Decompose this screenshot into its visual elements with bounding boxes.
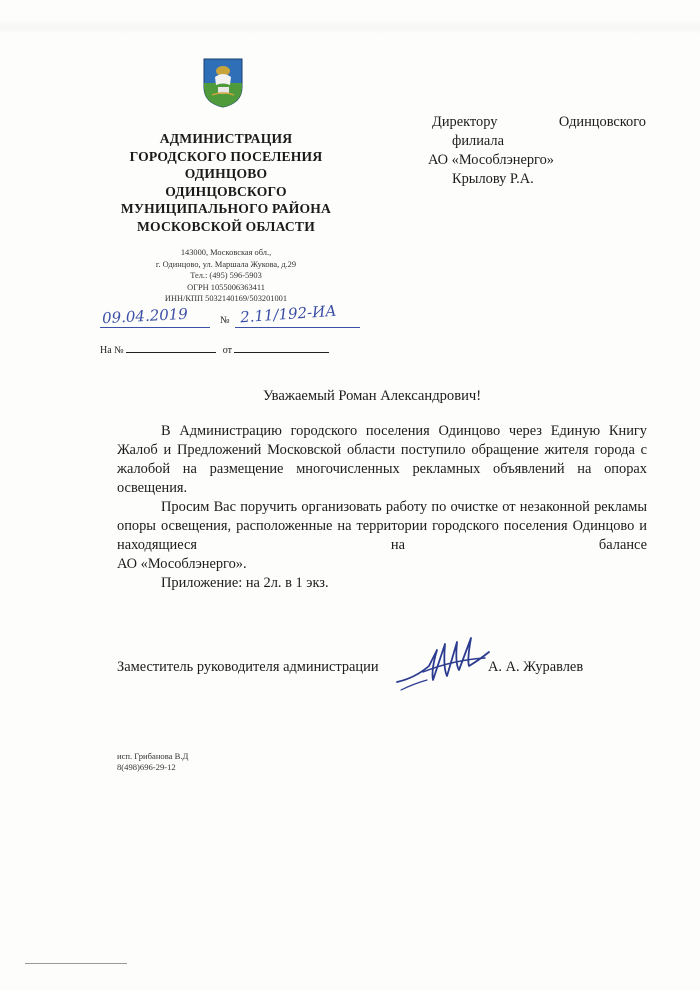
address-line: ИНН/КПП 5032140169/503201001 (164, 294, 288, 304)
signer-title: Заместитель руководителя администрации (117, 659, 379, 675)
handwritten-signature (393, 630, 498, 698)
reg-number: 2.11/192-ИА (239, 301, 338, 327)
paragraph-complaint: В Администрацию городского поселения Одинцово через Единую Книгу Жалоб и Предложений Московской области поступило обращение жителя города с жалобой на размещение многочисленных рекламных объявлений на опорах освещения. (117, 423, 647, 496)
executor-phone: 8(498)696-29-12 (117, 762, 176, 772)
addressee-line (432, 113, 646, 132)
executor-info (117, 751, 188, 773)
addressee-word: Одинцовского (558, 114, 646, 130)
address-line: ОГРН 1055006363411 (187, 282, 265, 292)
paragraph-request-end: АО «Мособлэнерго». (117, 556, 247, 572)
addressee-line: Крылову Р.А. (452, 171, 534, 187)
reg-date: 09.04.2019 (101, 304, 189, 328)
addressee-line: филиала (452, 133, 504, 149)
org-line: МУНИЦИПАЛЬНОГО РАЙОНА (120, 201, 332, 216)
organization-name (96, 130, 356, 235)
addressee (428, 113, 652, 189)
address-line: Тел.: (495) 596-5903 (190, 271, 262, 281)
scan-shade (0, 20, 700, 34)
org-line: ОДИНЦОВО (184, 166, 268, 181)
letter-body (117, 422, 647, 593)
address-line: 143000, Московская обл., (180, 248, 272, 257)
org-line: ОДИНЦОВСКОГО (165, 183, 287, 199)
signer-name: А. А. Журавлев (488, 659, 584, 675)
reg-number-underline (235, 327, 360, 328)
reg-date-underline (100, 327, 210, 328)
org-line: ГОРОДСКОГО ПОСЕЛЕНИЯ (129, 148, 323, 164)
organization-address (96, 247, 356, 305)
coat-of-arms-icon (202, 57, 244, 109)
salutation: Уважаемый Роман Александрович! (263, 388, 482, 404)
reg-no-sign: № (220, 315, 230, 326)
footer-divider (25, 963, 127, 964)
na-label: На № (100, 345, 124, 356)
org-line: МОСКОВСКОЙ ОБЛАСТИ (137, 218, 315, 234)
executor-name: исп. Грибанова В.Д (117, 751, 189, 761)
ot-label: от (222, 345, 232, 356)
address-line: г. Одинцово, ул. Маршала Жукова, д.29 (155, 259, 297, 269)
org-line: АДМИНИСТРАЦИЯ (159, 131, 293, 146)
attachment-note: Приложение: на 2л. в 1 экз. (161, 575, 329, 591)
reference-line (100, 343, 329, 356)
registration-line (100, 301, 370, 333)
na-blank (126, 343, 216, 353)
addressee-word: Директору (432, 114, 498, 130)
paragraph-request: Просим Вас поручить организовать работу по очистке от незаконной рекламы опоры освещения, расположенные на территории городского поселения Одинцово и находящиеся на балансе (117, 499, 647, 553)
addressee-line: АО «Мособлэнерго» (428, 152, 554, 168)
ot-blank (234, 343, 329, 353)
